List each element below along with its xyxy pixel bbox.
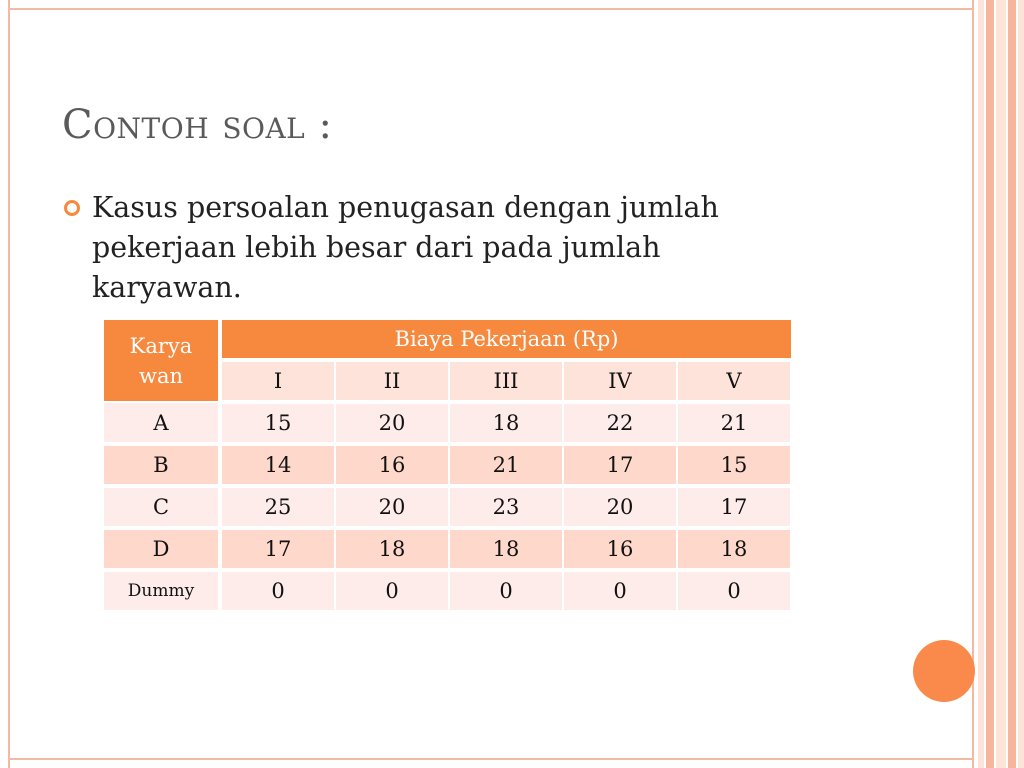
- column-header: I: [220, 360, 335, 402]
- span-header: Biaya Pekerjaan (Rp): [220, 320, 791, 360]
- slide-title: Contoh soal :: [62, 102, 333, 148]
- table-cell: 20: [335, 402, 449, 444]
- column-header: IV: [563, 360, 677, 402]
- decorative-circle: [913, 640, 975, 702]
- table-cell: 0: [563, 570, 677, 612]
- table-cell: 22: [563, 402, 677, 444]
- table-cell: 0: [677, 570, 791, 612]
- table-cell: 15: [677, 444, 791, 486]
- row-label: D: [104, 528, 220, 570]
- table-cell: 0: [220, 570, 335, 612]
- table-cell: 18: [677, 528, 791, 570]
- table-cell: 18: [449, 528, 563, 570]
- table-cell: 0: [335, 570, 449, 612]
- table-row: [104, 486, 791, 528]
- column-header: III: [449, 360, 563, 402]
- table-cell: 15: [220, 402, 335, 444]
- table-cell: 16: [563, 528, 677, 570]
- side-stripe: [986, 0, 994, 768]
- table-cell: 23: [449, 486, 563, 528]
- table-cell: 0: [449, 570, 563, 612]
- side-stripe: [972, 0, 974, 768]
- bullet-circle-icon: [64, 200, 80, 216]
- column-header: II: [335, 360, 449, 402]
- frame-top-line: [8, 8, 972, 10]
- side-stripe: [978, 0, 984, 768]
- table-row: [104, 570, 791, 612]
- frame-left-line: [8, 0, 10, 768]
- side-stripe: [996, 0, 1006, 768]
- table-cell: 14: [220, 444, 335, 486]
- table-cell: 17: [563, 444, 677, 486]
- table-cell: 20: [335, 486, 449, 528]
- bullet-text: Kasus persoalan penugasan dengan jumlah pekerjaan lebih besar dari pada jumlah karyawan.: [92, 191, 719, 304]
- table-cell: 18: [449, 402, 563, 444]
- corner-header: [104, 320, 220, 402]
- table-cell: 18: [335, 528, 449, 570]
- table-cell: 21: [449, 444, 563, 486]
- frame-bottom-line: [8, 758, 972, 760]
- corner-header-line2: wan: [138, 363, 184, 388]
- row-label: A: [104, 402, 220, 444]
- table-cell: 16: [335, 444, 449, 486]
- table-cell: 21: [677, 402, 791, 444]
- table-cell: 20: [563, 486, 677, 528]
- table-cell: 17: [677, 486, 791, 528]
- row-label: Dummy: [104, 570, 220, 612]
- corner-header-line1: Karya: [129, 333, 193, 358]
- table-row: [104, 402, 791, 444]
- bullet-item: [62, 188, 802, 308]
- side-stripe: [1008, 0, 1016, 768]
- column-header: V: [677, 360, 791, 402]
- row-label: C: [104, 486, 220, 528]
- table-cell: 25: [220, 486, 335, 528]
- side-stripe: [1018, 0, 1024, 768]
- cost-table: [104, 320, 792, 614]
- table-row: [104, 444, 791, 486]
- table-cell: 17: [220, 528, 335, 570]
- row-label: B: [104, 444, 220, 486]
- table-row: [104, 528, 791, 570]
